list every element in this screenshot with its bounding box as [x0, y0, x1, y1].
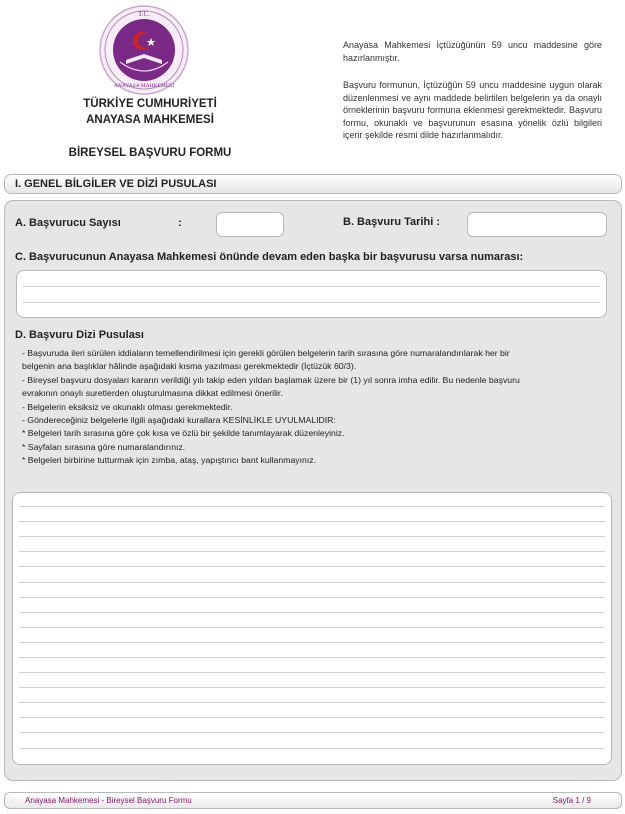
- writing-line: [19, 582, 605, 583]
- instruction-line: * Belgeleri birbirine tutturmak için zımba, ataş, yapıştırıcı bant kullanmayınız.: [22, 455, 317, 466]
- instruction-line: * Belgeleri tarih sırasına göre çok kısa ve özlü bir şekilde tanımlayarak düzenleyiniz.: [22, 428, 345, 439]
- footer-page-number: Sayfa 1 / 9: [552, 796, 591, 805]
- application-date-field[interactable]: [467, 212, 607, 237]
- applicant-count-colon: :: [178, 217, 182, 229]
- application-date-label: B. Başvuru Tarihi :: [343, 216, 440, 228]
- footer-form-name: Anayasa Mahkemesi - Bireysel Başvuru Formu: [25, 796, 192, 805]
- court-emblem: [98, 4, 190, 96]
- instruction-line: belgenin ana başlıklar hâlinde aşağıdaki kısma yazılması gerekmektedir (İçtüzük 60/3).: [22, 361, 357, 372]
- document-list-field[interactable]: [12, 492, 612, 765]
- instruction-line: - Bireysel başvuru dosyaları kararın verildiği yılı takip eden yıldan başlamak üzere bir (1) yıl sonra imha edilir. Bu nedenle başvuru: [22, 374, 520, 385]
- form-title: BİREYSEL BAŞVURU FORMU: [68, 147, 232, 159]
- writing-line: [19, 748, 605, 749]
- writing-line: [19, 732, 605, 733]
- writing-line: [19, 536, 605, 537]
- instruction-line: * Sayfaları sırasına göre numaralandırınız.: [22, 441, 186, 452]
- emblem-ring-text: ANAYASA MAHKEMESİ: [113, 83, 175, 89]
- document-list-instructions: [22, 347, 612, 468]
- writing-line: [23, 286, 600, 287]
- writing-line: [19, 597, 605, 598]
- document-list-label: D. Başvuru Dizi Pusulası: [15, 329, 144, 341]
- org-line-2: ANAYASA MAHKEMESİ: [86, 114, 214, 126]
- other-application-number-field[interactable]: [16, 270, 607, 318]
- writing-line: [19, 702, 605, 703]
- page-footer: [4, 792, 622, 809]
- other-application-number-label: C. Başvurucunun Anayasa Mahkemesi önünde devam eden başka bir başvurusu varsa numarası:: [15, 251, 524, 263]
- writing-line: [19, 717, 605, 718]
- applicant-count-label: A. Başvurucu Sayısı: [15, 217, 121, 229]
- header-note-bylaw: Anayasa Mahkemesi İçtüzüğünün 59 uncu maddesine göre hazırlanmıştır.: [343, 40, 602, 63]
- instruction-line: - Başvuruda ileri sürülen iddiaların temellendirilmesi için gerekli görülen belgelerin tarih sırasına göre numaralandırılarak her bir: [22, 348, 510, 358]
- writing-line: [19, 627, 605, 628]
- section-title-general-info: I. GENEL BİLGİLER VE DİZİ PUSULASI: [4, 174, 622, 194]
- instruction-line: - Göndereceğiniz belgelerle ilgili aşağıdaki kurallara KESİNLİKLE UYULMALIDIR:: [22, 415, 336, 426]
- applicant-count-field[interactable]: [216, 212, 284, 237]
- emblem-tc-text: T.C.: [138, 10, 150, 18]
- writing-line: [19, 551, 605, 552]
- writing-line: [19, 672, 605, 673]
- writing-line: [23, 302, 600, 303]
- header-note-instructions: Başvuru formunun, İçtüzüğün 59 uncu maddesine uygun olarak düzenlenmesi ve aynı maddede belirtilen belgelerin ya da onaylı örneklerinin başvuru formuna eklenmesi gerekmektedir. Başvuru formu, okunaklı ve başvurunun esasına yönelik özlü bilgileri içerir şekilde resmi dilde hazırlanmalıdır.: [343, 80, 602, 141]
- instruction-line: - Belgelerin eksiksiz ve okunaklı olması gerekmektedir.: [22, 401, 233, 412]
- writing-line: [19, 642, 605, 643]
- writing-line: [19, 612, 605, 613]
- writing-line: [19, 521, 605, 522]
- org-line-1: TÜRKİYE CUMHURİYETİ: [83, 98, 217, 110]
- writing-line: [19, 566, 605, 567]
- writing-line: [19, 657, 605, 658]
- writing-line: [19, 687, 605, 688]
- instruction-line: evrakının onaylı suretlerden oluşturulmasına dikkat edilmesi önerilir.: [22, 388, 283, 399]
- writing-line: [19, 506, 605, 507]
